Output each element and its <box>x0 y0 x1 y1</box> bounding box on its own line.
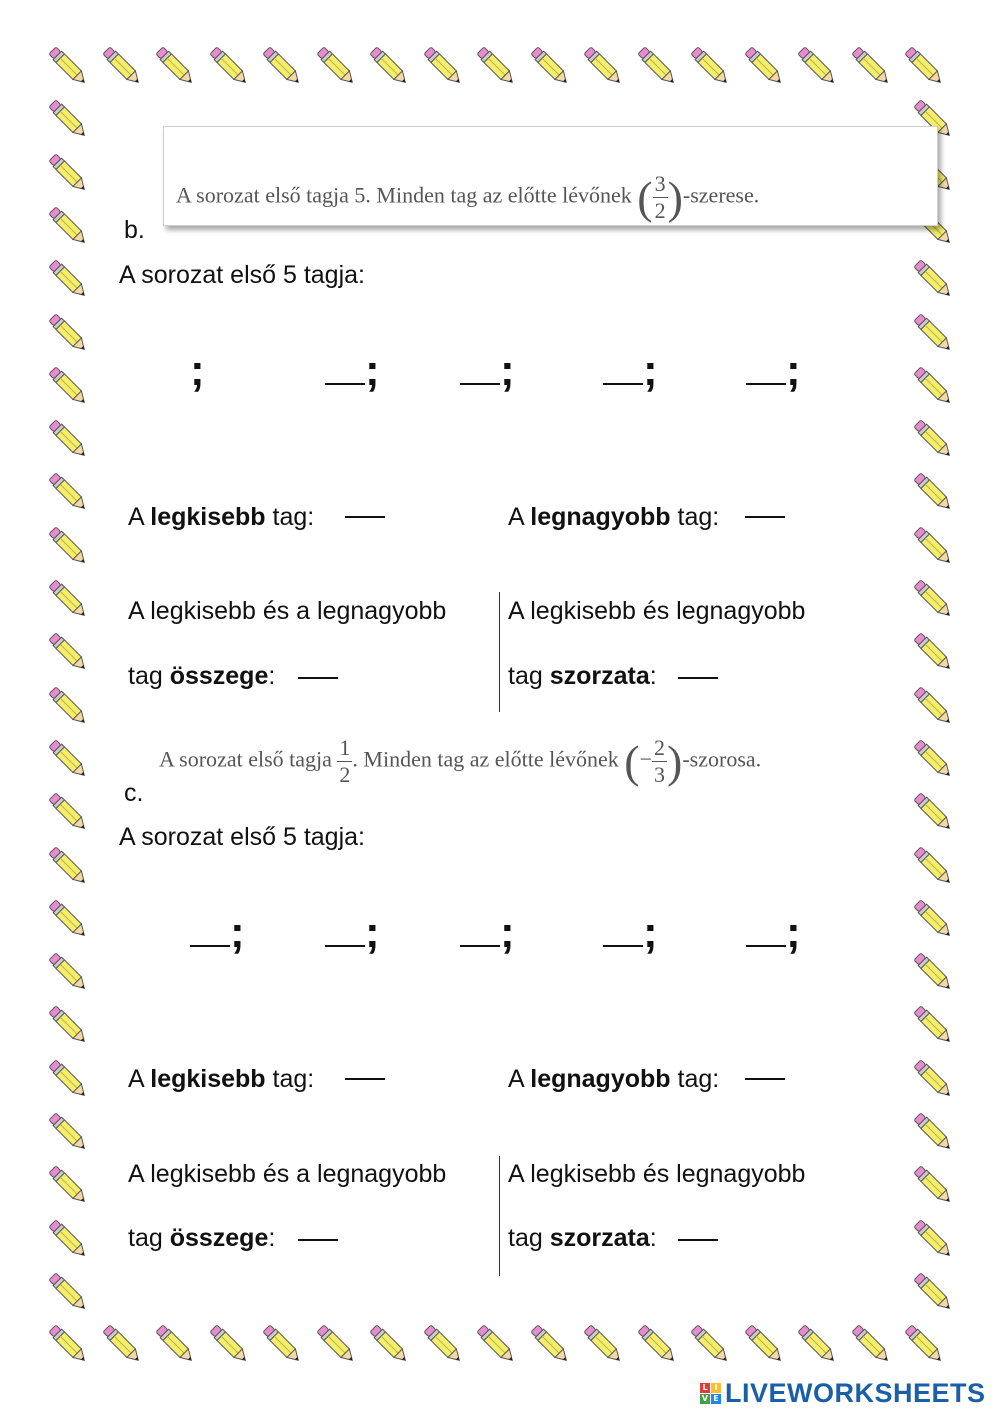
pencil-icon <box>907 946 959 998</box>
fraction-3-2: $\frac{3}{2}$ <box>654 171 666 223</box>
pencil-icon <box>524 1318 576 1370</box>
pencil-icon <box>42 626 94 678</box>
pencil-icon <box>907 1159 959 1211</box>
sum-line1-b: A legkisebb és a legnagyobb <box>128 597 447 625</box>
problem-c-text: A sorozat első tagja $\frac{1}{2}$ . Minden tag az előtte lévőnek (− $\frac{2}{3}$ )-szorosa. <box>159 735 762 787</box>
sequence-term-1-c[interactable]: ; <box>190 908 245 958</box>
largest-answer-blank-b[interactable] <box>745 516 785 518</box>
sum-answer-blank-b[interactable] <box>298 677 338 679</box>
first-terms-heading-b: A sorozat első 5 tagja: <box>119 261 365 289</box>
liveworksheets-logo[interactable] <box>700 1378 986 1408</box>
product-line1-c: A legkisebb és legnagyobb <box>508 1160 806 1188</box>
pencil-icon <box>42 253 94 305</box>
pencil-icon <box>203 1318 255 1370</box>
pencil-icon <box>42 1053 94 1105</box>
fraction-2-3: $\frac{2}{3}$ <box>654 735 666 787</box>
pencil-icon <box>42 1106 94 1158</box>
pencil-icon <box>256 40 308 92</box>
pencil-icon <box>907 573 959 625</box>
pencil-icon <box>42 840 94 892</box>
pencil-icon <box>42 946 94 998</box>
pencil-icon <box>470 1318 522 1370</box>
pencil-icon <box>42 893 94 945</box>
pencil-icon <box>577 1318 629 1370</box>
pencil-icon <box>791 40 843 92</box>
pencil-icon <box>791 1318 843 1370</box>
largest-term-b: A legnagyobb tag: <box>508 503 720 531</box>
product-line2-b: tag szorzata: <box>508 662 657 690</box>
liveworksheets-logo-icon: L I V E <box>700 1383 721 1404</box>
pencil-icon <box>42 733 94 785</box>
smallest-answer-blank-c[interactable] <box>345 1078 385 1080</box>
pencil-icon <box>907 733 959 785</box>
pencil-icon <box>907 893 959 945</box>
pencil-icon <box>845 1318 897 1370</box>
pencil-icon <box>907 253 959 305</box>
pencil-icon <box>42 1318 94 1370</box>
pencil-icon <box>738 40 790 92</box>
sum-line2-c: tag összege: <box>128 1224 276 1252</box>
pencil-icon <box>149 1318 201 1370</box>
pencil-icon <box>907 840 959 892</box>
pencil-icon <box>684 1318 736 1370</box>
sequence-term-2-b[interactable]: ; <box>325 346 380 396</box>
pencil-icon <box>907 520 959 572</box>
sum-line2-b: tag összege: <box>128 662 276 690</box>
pencil-icon <box>96 40 148 92</box>
pencil-icon <box>363 1318 415 1370</box>
first-terms-heading-c: A sorozat első 5 tagja: <box>119 823 365 851</box>
sequence-term-3-b[interactable]: ; <box>460 346 515 396</box>
pencil-icon <box>310 40 362 92</box>
pencil-icon <box>417 1318 469 1370</box>
pencil-icon <box>417 40 469 92</box>
pencil-icon <box>42 93 94 145</box>
problem-b-text: A sorozat első tagja 5. Minden tag az előtte lévőnek <box>176 182 632 208</box>
pencil-icon <box>42 360 94 412</box>
pencil-icon <box>42 786 94 838</box>
column-divider-b <box>499 592 500 712</box>
product-line1-b: A legkisebb és legnagyobb <box>508 597 806 625</box>
sum-line1-c: A legkisebb és a legnagyobb <box>128 1160 447 1188</box>
pencil-icon <box>42 680 94 732</box>
problem-box-b: A sorozat első tagja 5. Minden tag az előtte lévőnek ( $\frac{3}{2}$ )-szerese. <box>163 126 938 226</box>
sequence-term-1-b: ; <box>190 346 205 395</box>
sequence-term-2-c[interactable]: ; <box>325 908 380 958</box>
pencil-icon <box>203 40 255 92</box>
pencil-icon <box>42 466 94 518</box>
pencil-icon <box>42 1159 94 1211</box>
pencil-icon <box>907 360 959 412</box>
column-divider-c <box>499 1156 500 1276</box>
pencil-icon <box>907 1106 959 1158</box>
pencil-icon <box>524 40 576 92</box>
sum-answer-blank-c[interactable] <box>298 1239 338 1241</box>
sequence-term-4-c[interactable]: ; <box>603 908 658 958</box>
pencil-icon <box>684 40 736 92</box>
pencil-icon <box>42 1213 94 1265</box>
pencil-icon <box>42 573 94 625</box>
sequence-term-3-c[interactable]: ; <box>460 908 515 958</box>
smallest-term-c: A legkisebb tag: <box>128 1065 315 1093</box>
product-line2-c: tag szorzata: <box>508 1224 657 1252</box>
pencil-icon <box>577 40 629 92</box>
pencil-icon <box>42 307 94 359</box>
largest-answer-blank-c[interactable] <box>745 1078 785 1080</box>
pencil-icon <box>907 626 959 678</box>
pencil-icon <box>149 40 201 92</box>
product-answer-blank-c[interactable] <box>678 1239 718 1241</box>
pencil-icon <box>845 40 897 92</box>
pencil-icon <box>738 1318 790 1370</box>
pencil-icon <box>42 40 94 92</box>
pencil-icon <box>470 40 522 92</box>
pencil-icon <box>310 1318 362 1370</box>
smallest-term-b: A legkisebb tag: <box>128 503 315 531</box>
product-answer-blank-b[interactable] <box>678 677 718 679</box>
pencil-icon <box>907 1266 959 1318</box>
pencil-icon <box>907 999 959 1051</box>
pencil-icon <box>907 680 959 732</box>
pencil-icon <box>42 147 94 199</box>
pencil-icon <box>898 1318 950 1370</box>
section-label-c: c. <box>124 779 144 807</box>
smallest-answer-blank-b[interactable] <box>345 516 385 518</box>
sequence-term-5-b[interactable]: ; <box>746 346 801 396</box>
liveworksheets-brand-text: LIVEWORKSHEETS <box>725 1377 986 1408</box>
pencil-icon <box>42 200 94 252</box>
sequence-term-4-b[interactable]: ; <box>603 346 658 396</box>
pencil-icon <box>42 1266 94 1318</box>
section-label-b: b. <box>124 216 145 244</box>
pencil-icon <box>42 413 94 465</box>
pencil-icon <box>907 1213 959 1265</box>
pencil-icon <box>898 40 950 92</box>
pencil-icon <box>631 1318 683 1370</box>
pencil-icon <box>907 413 959 465</box>
pencil-icon <box>907 466 959 518</box>
pencil-icon <box>907 1053 959 1105</box>
pencil-icon <box>631 40 683 92</box>
pencil-icon <box>907 307 959 359</box>
sequence-term-5-c[interactable]: ; <box>746 908 801 958</box>
fraction-1-2: $\frac{1}{2}$ <box>339 735 351 787</box>
pencil-icon <box>42 520 94 572</box>
pencil-icon <box>256 1318 308 1370</box>
pencil-icon <box>363 40 415 92</box>
pencil-icon <box>42 999 94 1051</box>
largest-term-c: A legnagyobb tag: <box>508 1065 720 1093</box>
pencil-icon <box>907 786 959 838</box>
pencil-icon <box>96 1318 148 1370</box>
